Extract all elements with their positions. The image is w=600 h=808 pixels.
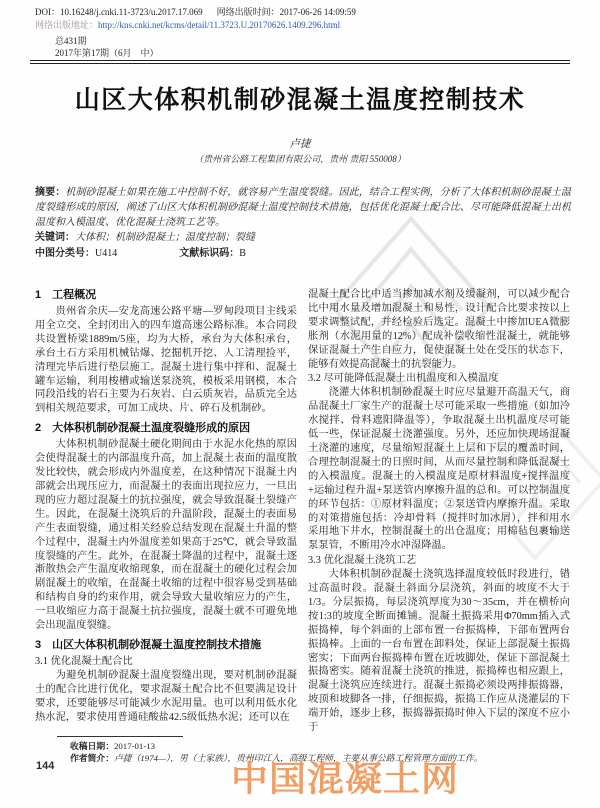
publish-url-link[interactable]: http://kns.cnki.net/kcms/detail/11.3723.U.20170626.1409.296.html (98, 19, 341, 30)
site-watermark: 中国混凝土网 (231, 759, 459, 799)
footnote-block (70, 741, 550, 765)
article-title: 山区大体积机制砂混凝土温度控制技术 (74, 86, 526, 114)
clc-label: 中图分类号： (35, 248, 95, 259)
keywords-label: 关键词： (35, 232, 75, 243)
publish-time: 网络出版时间：2017-06-26 14:09:59 (216, 7, 356, 17)
subsection-heading-3-3: 3.3 优化混凝土浇筑工艺 (308, 555, 417, 567)
publish-address-label: 网络出版地址： (35, 19, 99, 30)
page-number: 144 (36, 760, 55, 772)
section-heading-1: 1 工程概况 (35, 289, 97, 301)
author-bio-label: 作者简介： (70, 752, 114, 763)
author-bio-value: 卢捷（1974—），男（土家族），贵州印江人，高级工程师，主要从事公路工程管理方面的工作。 (114, 752, 483, 763)
section-heading-2: 2 大体积机制砂混凝土温度裂缝形成的原因 (35, 422, 251, 435)
header-double-rule (30, 60, 570, 64)
received-date-line (70, 741, 550, 753)
footnote-rule (57, 736, 183, 737)
received-date-label: 收稿日期： (70, 741, 114, 751)
publication-meta (35, 6, 356, 31)
paragraph: 为避免机制砂混凝土温度裂缝出现，要对机制砂混凝土的配合比进行优化，要求混凝土配合比不但要满足设计要求，还要能够尽可能减少水泥用量。也可以利用低水化热水泥，要求使用普通硅酸盐42.5级低热水泥；还可以在 (35, 669, 297, 723)
abstract-block (35, 185, 571, 261)
subsection-heading-3-2: 3.2 尽可能降低混凝土出机温度和入模温度 (308, 373, 499, 385)
issue-total: 总431期 (55, 36, 87, 46)
left-column (35, 288, 297, 735)
paragraph: 浇灌大体积机制砂混凝土时应尽量避开高温天气，商品混凝土厂家生产的混凝土尽可能采取一些措施（如加冷水搅拌、骨料遮阳降温等），争取混凝土出机温度尽可能低一些，保证混凝土浇灌强度。另外，还应加快现场混凝土浇灌的速度，尽量缩短混凝土上层和下层的覆盖时间，合理控制混凝土的日照时间，从而尽量控制和降低混凝土的入模温度。混凝土的入模温度是原材料温度+搅拌温度+运输过程升温+泵送管内摩擦升温的总和。可以控制温度的环节包括：①原材料温度；②泵送管内摩擦升温。采取的对策措施包括：冷却骨料（搅拌时加冰屑），拌和用水采用地下井水，控制混凝土的出仓温度；用棉毡包裹输送泵泵管，不断用冷水冲湿降温。 (308, 387, 570, 552)
classification-line (35, 246, 571, 261)
paragraph: 混凝土配合比中适当掺加减水剂及缓凝剂，可以减少配合比中用水量及增加混凝土和易性，设计配合比要求按以上要求调整试配，并经检验后选定。混凝土中掺加UEA微膨胀剂（水泥用量的12%）配成补偿收缩性混凝土，就能够保证混凝土产生自应力，促使混凝土处在受压的状态下，能够有效提高混凝土的抗裂能力。 (308, 289, 570, 370)
abstract-label: 摘要： (35, 187, 66, 198)
paragraph: 贵州省余庆—安龙高速公路平塘—罗甸段项目主线采用全立交、全封闭出入的四车道高速公路标准。本合同段共设置桥梁1889m/5座，均为大桥，承台为大体积承台，承台土石方采用机械钻爆、挖掘机开挖、人工清理捡平，清理完毕后进行垫层施工。混凝土进行集中拌和、混凝土罐车运输，利用梭槽或输送泵浇筑，模板采用钢模，本合同段沿线的岩石主要为石灰岩、白云质灰岩，品质完全达到相关规范要求，可加工成块、片、碎石及机制砂。 (35, 306, 297, 415)
paragraph: 大体积机制砂混凝土浇筑选择温度较低时段进行，错过高温时段。混凝土斜面分层浇筑，斜面的坡度不大于1/3。分层振捣，每层浇筑厚度为30～35cm，并在横桥向按1:3的坡度全断面摊铺。混凝土振捣采用Φ70mm插入式振捣棒，每个斜面的上部布置一台振捣棒，下部布置两台振捣棒。上面的一台布置在卸料处，保证上部混凝土振捣密实；下面两台振捣棒布置在近坡脚处，保证下部混凝土振捣密实。随着混凝土浇筑的推进，振捣棒也相应跟上，混凝土浇筑应连续进行。混凝土振捣必须设两排振捣器，坡顶和坡脚各一排，仔细振捣，振捣工作应从浇灌层的下端开始，逐步上移，振捣器振捣时伸入下层的深度不应小于 (308, 569, 570, 734)
right-column (308, 288, 570, 735)
abstract-line (35, 185, 571, 230)
doi-line (35, 6, 356, 19)
paragraph: 大体积机制砂混凝土硬化期间由于水泥水化热的原因会使得混凝土的内部温度升高，加上混凝土表面的温度散发比较快，就会形成内外温度差，在这种情况下混凝土内部就会出现压应力，而混凝土的表面出现拉应力，一旦出现的应力超过混凝土的抗拉强度，就会导致混凝土裂缝产生。因此，在混凝土浇筑后的升温阶段，混凝土的表面易产生表面裂缝，通过相关经验总结发现在混凝土升温的整个过程中，混凝土内外温度差如果高于25℃，就会导致温度裂缝的产生。此外，在混凝土降温的过程中，混凝土逐渐散热会产生温度收缩现象，而在混凝土的硬化过程会加剧混凝土的收缩，在混凝土收缩的过程中很容易受到基础和结构自身的约束作用，就会导致大量收缩应力的产生，一旦收缩应力高于混凝土抗拉强度，混凝土就不可避免地会出现温度裂缝。 (35, 439, 297, 632)
doc-code-value: B (239, 248, 246, 259)
clc-value: U414 (95, 248, 118, 259)
doc-code-label: 文献标识码： (179, 248, 240, 259)
issue-current: 2017年第17期（6月 中） (55, 47, 159, 58)
article-body (35, 288, 571, 735)
author-bio-line (70, 753, 550, 765)
section-heading-3: 3 山区大体积机制砂混凝土温度控制技术措施 (35, 638, 262, 651)
subsection-heading-3-1: 3.1 优化混凝土配合比 (35, 655, 133, 667)
keywords-text: 大体积；机制砂混凝土；温度控制；裂缝 (75, 232, 255, 243)
doi-text: DOI：10.16248/j.cnki.11-3723/u.2017.17.069 (35, 7, 203, 17)
publish-address-line (35, 19, 356, 32)
author-name: 卢捷 (289, 139, 311, 150)
journal-issue-info (55, 36, 159, 59)
abstract-text: 机制砂混凝土如果在施工中控制不好，就容易产生温度裂缝。因此，结合工程实例，分析了大体积机制砂混凝土温度裂缝形成的原因，阐述了山区大体积机制砂混凝土温度控制技术措施，包括优化混凝土配合比、尽可能降低混凝土出机温度和入模温度、优化混凝土浇筑工艺等。 (35, 187, 572, 228)
keywords-line (35, 230, 571, 245)
author-affiliation: （贵州省公路工程集团有限公司，贵州 贵阳 550008） (194, 154, 406, 164)
received-date-value: 2017-01-13 (114, 741, 156, 751)
